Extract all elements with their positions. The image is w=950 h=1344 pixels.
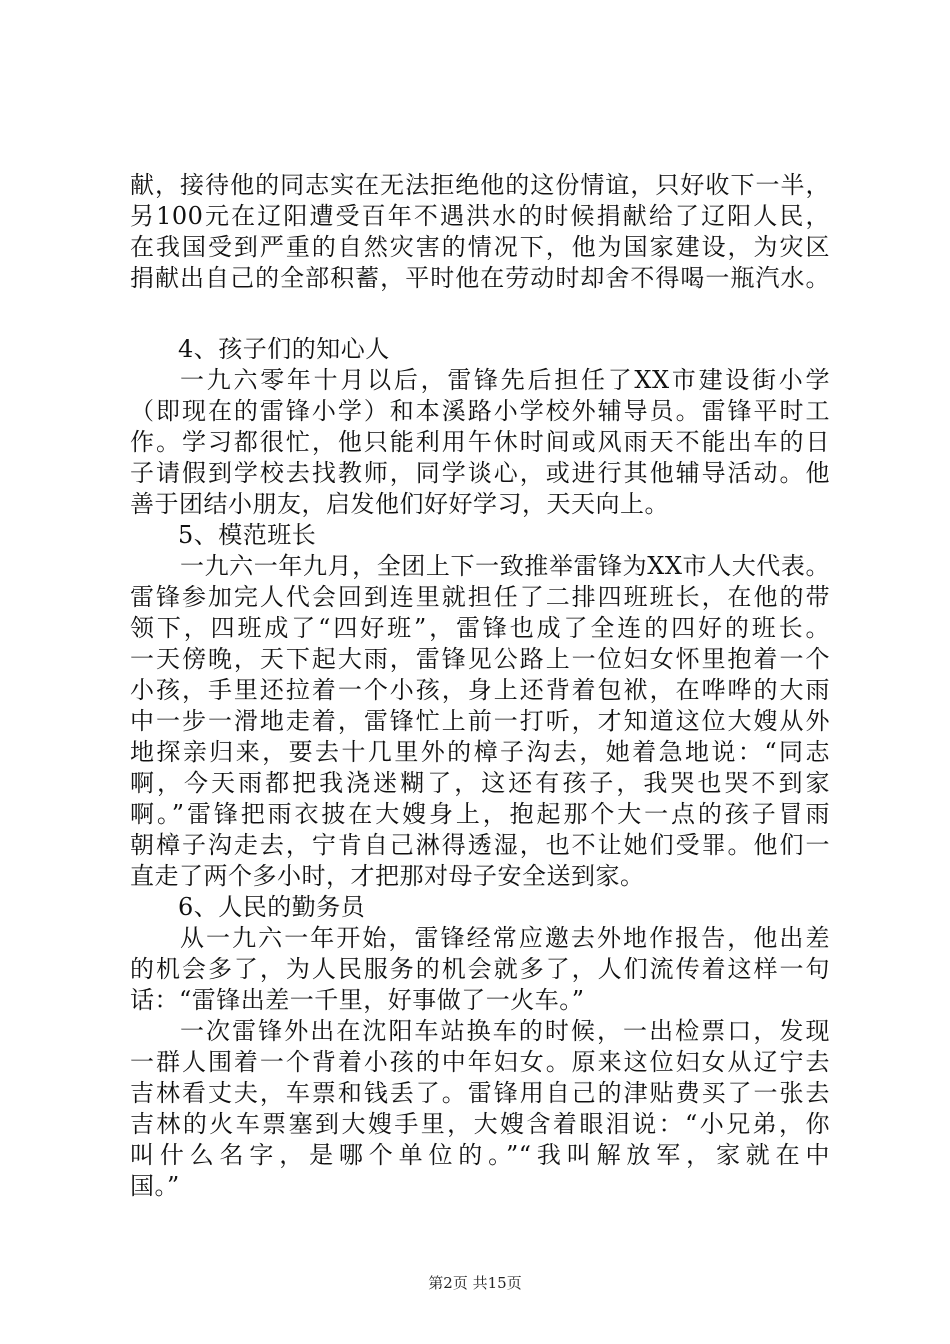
text-line: 话：“雷锋出差一千里，好事做了一火车。” xyxy=(130,986,585,1014)
text-line: 另100元在辽阳遭受百年不遇洪水的时候捐献给了辽阳人民， xyxy=(130,202,830,230)
text-line: 善于团结小朋友，启发他们好好学习，天天向上。 xyxy=(130,490,669,518)
text-line: 雷锋参加完人代会回到连里就担任了二排四班班长，在他的带 xyxy=(130,583,830,611)
text-line: 小孩，手里还拉着一个小孩，身上还背着包袱，在哗哗的大雨 xyxy=(130,676,830,704)
text-line: 吉林看丈夫，车票和钱丢了。雷锋用自己的津贴费买了一张去 xyxy=(130,1079,830,1107)
text-line: 献，接待他的同志实在无法拒绝他的这份情谊，只好收下一半， xyxy=(130,171,830,199)
text-line: 啊。”雷锋把雨衣披在大嫂身上，抱起那个大一点的孩子冒雨 xyxy=(130,800,830,828)
text-line: 国。” xyxy=(130,1172,180,1200)
text-line: 一九六一年九月，全团上下一致推举雷锋为XX市人大代表。 xyxy=(180,552,830,580)
paragraph-gap xyxy=(130,294,830,334)
text-line: （即现在的雷锋小学）和本溪路小学校外辅导员。雷锋平时工 xyxy=(130,397,830,425)
text-line: 的机会多了，为人民服务的机会就多了，人们流传着这样一句 xyxy=(130,955,830,983)
section-heading: 6、人民的勤务员 xyxy=(178,893,366,921)
text-line: 捐献出自己的全部积蓄，平时他在劳动时却舍不得喝一瓶汽水。 xyxy=(130,264,830,292)
text-line: 一九六零年十月以后，雷锋先后担任了XX市建设街小学 xyxy=(180,366,830,394)
text-line: 中一步一滑地走着，雷锋忙上前一打听，才知道这位大嫂从外 xyxy=(130,707,830,735)
text-line: 从一九六一年开始，雷锋经常应邀去外地作报告，他出差 xyxy=(180,924,830,952)
text-line: 作。学习都很忙，他只能利用午休时间或风雨天不能出车的日 xyxy=(130,428,830,456)
text-line: 在我国受到严重的自然灾害的情况下，他为国家建设，为灾区 xyxy=(130,233,830,261)
page-number-label: 第2页 共15页 xyxy=(428,1274,522,1292)
text-line: 吉林的火车票塞到大嫂手里，大嫂含着眼泪说：“小兄弟，你 xyxy=(130,1110,830,1138)
text-line: 一天傍晚，天下起大雨，雷锋见公路上一位妇女怀里抱着一个 xyxy=(130,645,830,673)
text-line: 地探亲归来，要去十几里外的樟子沟去，她着急地说：“同志 xyxy=(130,738,830,766)
page-footer xyxy=(0,1272,950,1293)
text-line: 一次雷锋外出在沈阳车站换车的时候，一出检票口，发现 xyxy=(180,1017,830,1045)
text-line: 朝樟子沟走去，宁肯自己淋得透湿，也不让她们受罪。他们一 xyxy=(130,831,830,859)
text-line: 叫什么名字，是哪个单位的。”“我叫解放军，家就在中 xyxy=(130,1141,830,1169)
section-heading: 5、模范班长 xyxy=(178,521,317,549)
text-line: 领下，四班成了“四好班”，雷锋也成了全连的四好的班长。 xyxy=(130,614,830,642)
section-heading: 4、孩子们的知心人 xyxy=(178,335,390,363)
text-line: 直走了两个多小时，才把那对母子安全送到家。 xyxy=(130,862,645,890)
text-line: 一群人围着一个背着小孩的中年妇女。原来这位妇女从辽宁去 xyxy=(130,1048,830,1076)
text-line: 子请假到学校去找教师，同学谈心，或进行其他辅导活动。他 xyxy=(130,459,830,487)
text-line: 啊，今天雨都把我浇迷糊了，这还有孩子，我哭也哭不到家 xyxy=(130,769,830,797)
document-body xyxy=(130,170,830,1202)
